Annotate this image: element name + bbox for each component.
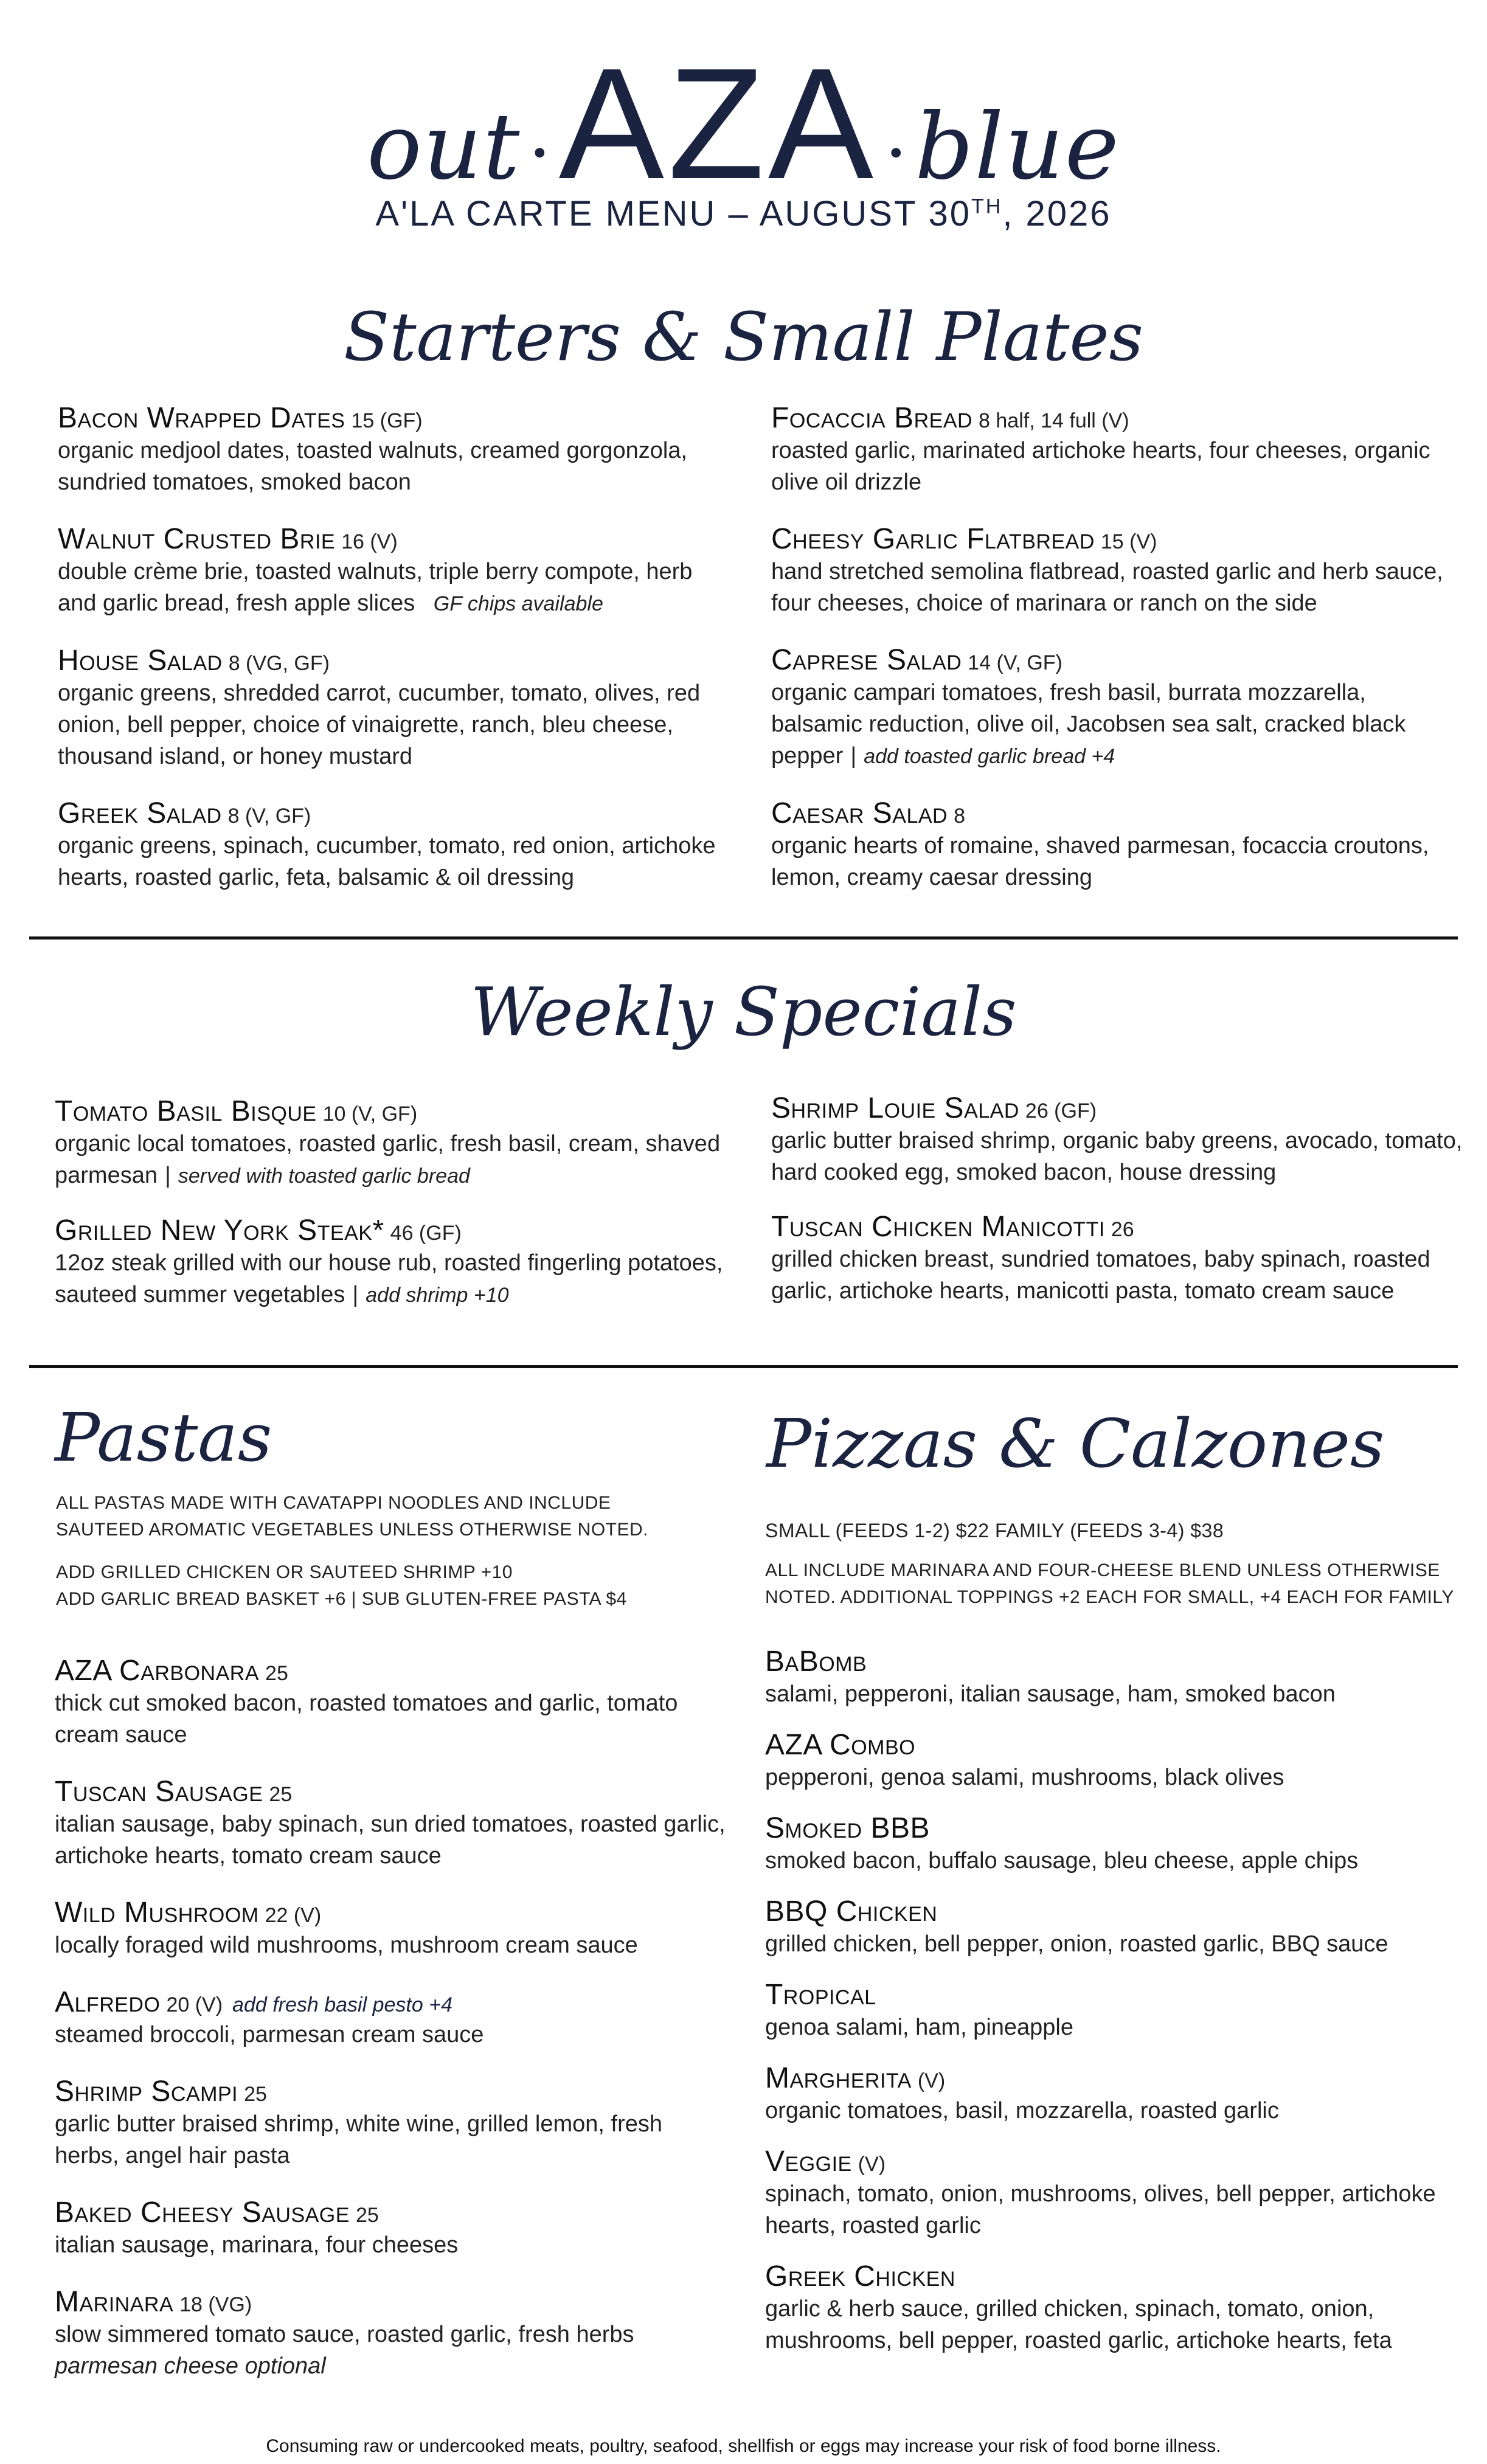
menu-item-price: 20 (V) (166, 1993, 223, 2016)
menu-item (771, 1210, 1471, 1307)
logo-aza: AZA (558, 36, 878, 212)
menu-item (765, 2061, 1458, 2127)
menu-item-description: thick cut smoked bacon, roasted tomatoes and garlic, tomato cream sauce (55, 1691, 678, 1748)
menu-item-name: Wild Mushroom (55, 1897, 259, 1929)
menu-item (765, 1728, 1458, 1793)
menu-item-name: BBQ Chicken (765, 1895, 938, 1928)
menu-item-description: pepperoni, genoa salami, mushrooms, black olives (765, 1765, 1284, 1790)
menu-item (58, 797, 733, 893)
menu-item-price: 8 (V, GF) (227, 805, 311, 828)
menu-item-name: BaBomb (765, 1646, 867, 1678)
menu-item-name: Focaccia Bread (771, 402, 973, 434)
specials-left-column (55, 1095, 730, 1333)
menu-item-description: garlic butter braised shrimp, organic baby greens, avocado, tomato, hard cooked egg, smoked bacon, house dressing (771, 1128, 1463, 1185)
menu-item-price: 8 (VG, GF) (228, 652, 330, 675)
menu-item-description: roasted garlic, marinated artichoke hearts, four cheeses, organic olive oil drizzle (771, 438, 1430, 495)
menu-item (55, 1654, 730, 1751)
menu-item-price: 22 (V) (265, 1904, 322, 1927)
menu-item-price: (V) (858, 2153, 886, 2176)
menu-item-price: 14 (V, GF) (968, 651, 1062, 674)
menu-item-description: double crème brie, toasted walnuts, triple berry compote, herb and garlic bread, fresh apple slices GF chips available (58, 559, 693, 616)
menu-item-price: 25 (244, 2083, 267, 2106)
restaurant-logo: out ·AZA ·blue (367, 36, 1120, 212)
starters-title: Starters & Small Plates (343, 298, 1143, 376)
menu-item (58, 644, 733, 772)
menu-item-price: 25 (265, 1662, 288, 1685)
menu-item (765, 1895, 1458, 1960)
menu-item-description: salami, pepperoni, italian sausage, ham, smoked bacon (765, 1681, 1336, 1707)
menu-item-name: AZA Carbonara (55, 1655, 260, 1687)
menu-item-name: Baked Cheesy Sausage (55, 2196, 350, 2229)
menu-item-note: GF chips available (433, 592, 603, 615)
menu-item-name: Shrimp Scampi (55, 2075, 238, 2108)
menu-item-price: 25 (355, 2204, 379, 2227)
menu-item-description: locally foraged wild mushrooms, mushroom cream sauce (55, 1933, 638, 1958)
menu-item (771, 522, 1458, 619)
starters-right-column (771, 401, 1458, 918)
menu-item (55, 2196, 730, 2261)
menu-item-description: steamed broccoli, parmesan cream sauce (55, 2022, 484, 2047)
menu-item-name: House Salad (58, 645, 223, 677)
menu-item-price: 15 (V) (1100, 530, 1157, 553)
menu-item (765, 1812, 1458, 1877)
divider (29, 936, 1458, 940)
logo-out: out (367, 94, 521, 200)
menu-item-description: organic medjool dates, toasted walnuts, creamed gorgonzola, sundried tomatoes, smoked bacon (58, 438, 688, 495)
menu-item-name: Bacon Wrapped Dates (58, 402, 345, 434)
menu-item-name: Tuscan Chicken Manicotti (771, 1211, 1105, 1243)
menu-item-name: Tuscan Sausage (55, 1776, 263, 1808)
menu-item-note: add toasted garlic bread +4 (864, 745, 1115, 768)
menu-item-name: Walnut Crusted Brie (58, 523, 336, 555)
menu-item-description: smoked bacon, buffalo sausage, bleu cheese, apple chips (765, 1848, 1359, 1874)
menu-item-price: 26 (1111, 1218, 1134, 1241)
pizzas-column (765, 1645, 1458, 2375)
menu-item (55, 2285, 730, 2382)
menu-item (55, 1896, 730, 1961)
pizzas-title: Pizzas & Calzones (766, 1405, 1385, 1483)
menu-item-name: Marinara (55, 2286, 174, 2318)
menu-item (765, 1978, 1458, 2043)
pizza-sizes: SMALL (FEEDS 1-2) $22 FAMILY (FEEDS 3-4) $38 (765, 1520, 1224, 1542)
menu-item-price: 46 (GF) (390, 1222, 462, 1245)
menu-item (55, 2075, 730, 2172)
menu-item-description: slow simmered tomato sauce, roasted garlic, fresh herbs parmesan cheese optional (55, 2322, 634, 2379)
menu-item-price: (V) (917, 2069, 946, 2092)
menu-item-description: organic greens, shredded carrot, cucumber, tomato, olives, red onion, bell pepper, choice of vinaigrette, ranch, bleu cheese, thousand island, or honey mustard (58, 680, 701, 769)
divider (29, 1365, 1458, 1368)
menu-item (765, 1645, 1458, 1710)
menu-item-price: 8 (954, 805, 966, 828)
menu-item-description: grilled chicken breast, sundried tomatoes, baby spinach, roasted garlic, artichoke hearts, manicotti pasta, tomato cream sauce (771, 1247, 1430, 1304)
logo-blue: blue (915, 94, 1120, 200)
menu-item (765, 2145, 1458, 2241)
menu-item-description: garlic butter braised shrimp, white wine, grilled lemon, fresh herbs, angel hair pasta (55, 2111, 662, 2168)
menu-item (771, 1092, 1471, 1188)
menu-item-name: Smoked BBB (765, 1812, 931, 1844)
menu-item (55, 1985, 730, 2050)
menu-item-name: Margherita (765, 2062, 912, 2094)
menu-item-description: organic campari tomatoes, fresh basil, burrata mozzarella, balsamic reduction, olive oil, Jacobsen sea salt, cracked black pepper | add toasted garlic bread +4 (771, 680, 1406, 769)
menu-item-name: Veggie (765, 2145, 852, 2178)
menu-item (771, 643, 1458, 772)
menu-item-description: 12oz steak grilled with our house rub, roasted fingerling potatoes, sauteed summer vegetables | add shrimp +10 (55, 1250, 723, 1307)
pastas-intro (56, 1490, 695, 1613)
pastas-addon-line: ADD GRILLED CHICKEN OR SAUTEED SHRIMP +10 (56, 1562, 513, 1582)
specials-title: Weekly Specials (470, 973, 1017, 1051)
food-safety-disclaimer: Consuming raw or undercooked meats, poultry, seafood, shellfish or eggs may increase your risk of food borne illness. (266, 2436, 1221, 2456)
menu-item-name: Shrimp Louie Salad (771, 1092, 1019, 1124)
starters-left-column (58, 401, 733, 918)
menu-subtitle: A'LA CARTE MENU – AUGUST 30TH, 2026 (375, 194, 1112, 234)
menu-item-description: italian sausage, baby spinach, sun dried tomatoes, roasted garlic, artichoke hearts, tomato cream sauce (55, 1812, 726, 1869)
menu-item-description: genoa salami, ham, pineapple (765, 2015, 1074, 2040)
pizzas-intro (765, 1517, 1458, 1611)
menu-item (55, 1214, 730, 1311)
menu-item (765, 2260, 1458, 2356)
menu-item (771, 401, 1458, 498)
menu-item-note: served with toasted garlic bread (178, 1165, 470, 1188)
menu-item-name: Tomato Basil Bisque (55, 1095, 317, 1127)
menu-item-description: organic hearts of romaine, shaved parmesan, focaccia croutons, lemon, creamy caesar dressing (771, 833, 1429, 890)
specials-right-column (771, 1092, 1471, 1329)
menu-item-name: Alfredo (55, 1986, 161, 2018)
menu-item-note: add fresh basil pesto +4 (232, 1993, 452, 2016)
menu-item-description: organic greens, spinach, cucumber, tomato, red onion, artichoke hearts, roasted garlic, feta, balsamic & oil dressing (58, 833, 716, 890)
pastas-column (55, 1654, 730, 2406)
menu-item-note: add shrimp +10 (366, 1284, 509, 1307)
menu-item-price: 16 (V) (341, 530, 398, 553)
menu-item-name: Tropical (765, 1979, 876, 2011)
menu-item-name: Greek Salad (58, 797, 222, 829)
pastas-addon-line: ADD GARLIC BREAD BASKET +6 | SUB GLUTEN-FREE PASTA $4 (56, 1589, 627, 1609)
menu-item-description: hand stretched semolina flatbread, roasted garlic and herb sauce, four cheeses, choice of marinara or ranch on the side (771, 559, 1443, 616)
menu-item-description: organic tomatoes, basil, mozzarella, roasted garlic (765, 2098, 1279, 2123)
menu-item-description: italian sausage, marinara, four cheeses (55, 2232, 459, 2258)
menu-item (771, 797, 1458, 893)
menu-item-price: 10 (V, GF) (322, 1102, 418, 1126)
menu-item-name: AZA Combo (765, 1729, 916, 1761)
pizzas-intro-line: ALL INCLUDE MARINARA AND FOUR-CHEESE BLEND UNLESS OTHERWISE NOTED. ADDITIONAL TOPPINGS +2 EACH FOR SMALL, +4 EACH FOR FAMILY (765, 1560, 1454, 1607)
menu-item-description: spinach, tomato, onion, mushrooms, olives, bell pepper, artichoke hearts, roasted garlic (765, 2181, 1436, 2238)
menu-item-price: 18 (VG) (179, 2293, 252, 2316)
menu-item-price: 26 (GF) (1025, 1099, 1097, 1123)
menu-item-name: Grilled New York Steak* (55, 1214, 384, 1247)
menu-item-name: Caesar Salad (771, 797, 948, 829)
menu-item-description: garlic & herb sauce, grilled chicken, spinach, tomato, onion, mushrooms, bell pepper, roasted garlic, artichoke hearts, feta (765, 2296, 1392, 2353)
menu-item-price: 15 (GF) (351, 409, 423, 432)
menu-item-price: 25 (269, 1783, 293, 1806)
menu-item-note: parmesan cheese optional (55, 2353, 326, 2379)
menu-item-price: 8 half, 14 full (V) (979, 409, 1129, 432)
menu-item-description: grilled chicken, bell pepper, onion, roasted garlic, BBQ sauce (765, 1931, 1388, 1957)
menu-item (55, 1095, 730, 1192)
pastas-title: Pastas (55, 1399, 272, 1476)
menu-item (58, 522, 733, 620)
menu-item-name: Cheesy Garlic Flatbread (771, 523, 1095, 555)
menu-item-name: Caprese Salad (771, 644, 962, 676)
menu-item (55, 1775, 730, 1872)
menu-item-description: organic local tomatoes, roasted garlic, fresh basil, cream, shaved parmesan | served with toasted garlic bread (55, 1131, 721, 1188)
menu-item (58, 401, 733, 498)
pastas-intro-line: ALL PASTAS MADE WITH CAVATAPPI NOODLES AND INCLUDE SAUTEED AROMATIC VEGETABLES UNLESS OTHERWISE NOTED. (56, 1493, 649, 1540)
menu-item-name: Greek Chicken (765, 2260, 955, 2293)
